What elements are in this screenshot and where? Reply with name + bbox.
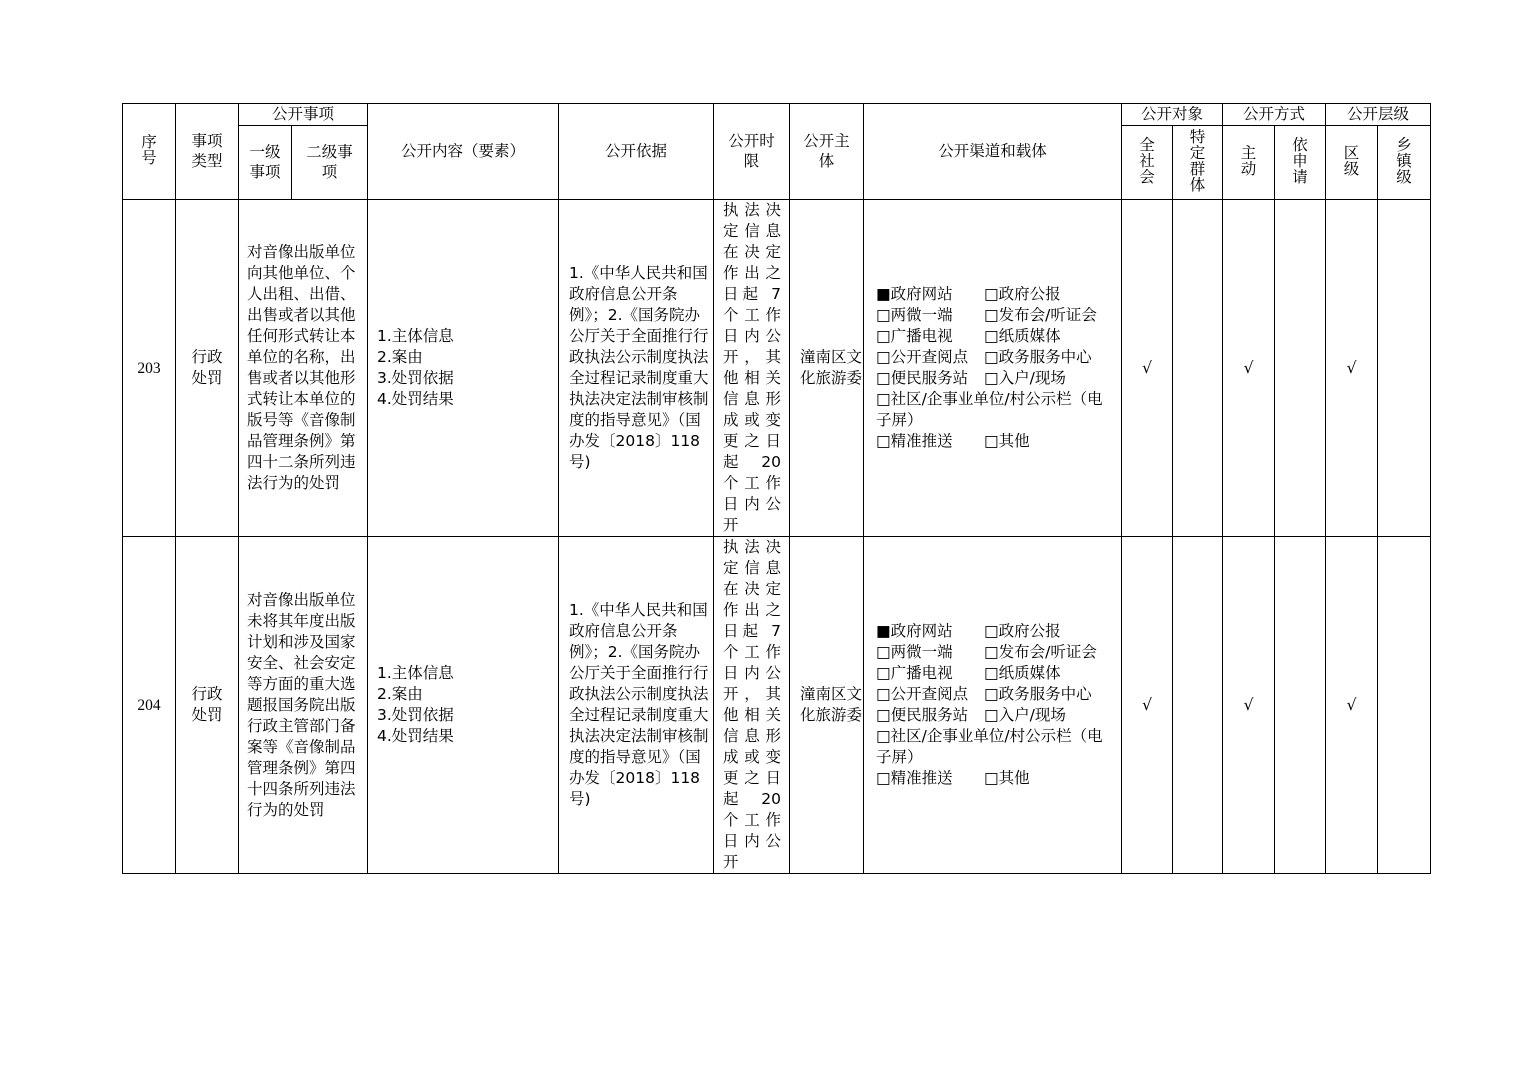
row-basis: 1.《中华人民共和国政府信息公开条例》；2.《国务院办公厅关于全面推行行政执法公示制度执法全过程记录制度重大执法决定法制审核制度的指导意见》（国办发〔2018〕118号) [559,537,714,874]
header-level-town: 乡镇级 [1378,126,1431,200]
content-line: 2.案由 [377,348,423,366]
channel-option: □纸质媒体 [984,664,1061,682]
row-time-limit: 执法决定信息在决定作出之日起 7 个工作日内公开，其他相关信息形成或变更之日起 20 个工作日内公开 [714,537,790,874]
channel-option: □便民服务站 [876,706,969,724]
content-line: 4.处罚结果 [377,727,454,745]
header-level-district: 区级 [1326,126,1378,200]
channel-option: □纸质媒体 [984,327,1061,345]
header-basis: 公开依据 [559,104,714,200]
channel-option: □政府公报 [984,285,1061,303]
content-line: 3.处罚依据 [377,706,454,724]
row-channels [864,537,1122,874]
channel-option: □广播电视 [876,664,953,682]
row-target-specific [1173,537,1223,874]
channel-option: □政务服务中心 [984,685,1092,703]
channel-option: □广播电视 [876,327,953,345]
table-row [123,537,1431,874]
header-level2: 二级事项 [292,126,368,200]
channel-option: ■政府网站 [876,622,953,640]
header-level-group: 公开层级 [1326,104,1431,126]
row-level-town [1378,537,1431,874]
row-level-district: √ [1326,537,1378,874]
channel-option: ■政府网站 [876,285,953,303]
row-method-request [1275,537,1326,874]
header-subject: 公开主体 [790,104,864,200]
header-method-group: 公开方式 [1223,104,1326,126]
row-method-request [1275,200,1326,537]
row-type: 行政处罚 [176,537,239,874]
header-type: 事项类型 [176,104,239,200]
row-subject: 潼南区文化旅游委 [790,200,864,537]
content-line: 4.处罚结果 [377,390,454,408]
channel-option: □政府公报 [984,622,1061,640]
channel-option: □社区/企事业单位/村公示栏（电子屏） [876,390,1103,429]
row-subject: 潼南区文化旅游委 [790,537,864,874]
channel-option: □入户/现场 [984,706,1066,724]
row-target-specific [1173,200,1223,537]
channel-option: □政务服务中心 [984,348,1092,366]
channel-option: □两微一端 [876,643,953,661]
channel-option: □发布会/听证会 [984,643,1097,661]
header-target-group: 公开对象 [1122,104,1223,126]
row-target-all: √ [1122,537,1173,874]
row-item: 对音像出版单位未将其年度出版计划和涉及国家安全、社会安定等方面的重大选题报国务院出版行政主管部门备案等《音像制品管理条例》第四十四条所列违法行为的处罚 [239,537,368,874]
row-target-all: √ [1122,200,1173,537]
header-level1: 一级事项 [239,126,292,200]
content-line: 3.处罚依据 [377,369,454,387]
row-content [368,200,559,537]
channel-option: □精准推送 [876,432,953,450]
row-basis: 1.《中华人民共和国政府信息公开条例》；2.《国务院办公厅关于全面推行行政执法公示制度执法全过程记录制度重大执法决定法制审核制度的指导意见》（国办发〔2018〕118号) [559,200,714,537]
channel-option: □社区/企事业单位/村公示栏（电子屏） [876,727,1103,766]
channel-option: □公开查阅点 [876,685,969,703]
row-channels [864,200,1122,537]
content-line: 1.主体信息 [377,664,454,682]
row-item: 对音像出版单位向其他单位、个人出租、出借、出售或者以其他任何形式转让本单位的名称，出售或者以其他形式转让本单位的版号等《音像制品管理条例》第四十二条所列违法行为的处罚 [239,200,368,537]
header-target-specific: 特定群体 [1173,126,1223,200]
channel-option: □两微一端 [876,306,953,324]
row-level-town [1378,200,1431,537]
row-method-active: √ [1223,200,1275,537]
header-method-request: 依申请 [1275,126,1326,200]
header-target-all: 全社会 [1122,126,1173,200]
header-time-limit: 公开时限 [714,104,790,200]
channel-option: □发布会/听证会 [984,306,1097,324]
row-level-district: √ [1326,200,1378,537]
header-seq: 序号 [123,104,176,200]
channel-option: □其他 [984,432,1030,450]
header-items-group: 公开事项 [239,104,368,126]
table-row [123,200,1431,537]
content-line: 1.主体信息 [377,327,454,345]
channel-option: □公开查阅点 [876,348,969,366]
row-method-active: √ [1223,537,1275,874]
header-method-active: 主动 [1223,126,1275,200]
row-time-limit: 执法决定信息在决定作出之日起 7 个工作日内公开，其他相关信息形成或变更之日起 20 个工作日内公开 [714,200,790,537]
channel-option: □便民服务站 [876,369,969,387]
header-content: 公开内容（要素） [368,104,559,200]
channel-option: □其他 [984,769,1030,787]
channel-option: □精准推送 [876,769,953,787]
row-seq: 204 [123,537,176,874]
content-line: 2.案由 [377,685,423,703]
row-content [368,537,559,874]
header-channel: 公开渠道和载体 [864,104,1122,200]
channel-option: □入户/现场 [984,369,1066,387]
row-seq: 203 [123,200,176,537]
row-type: 行政处罚 [176,200,239,537]
disclosure-table [122,103,1431,874]
